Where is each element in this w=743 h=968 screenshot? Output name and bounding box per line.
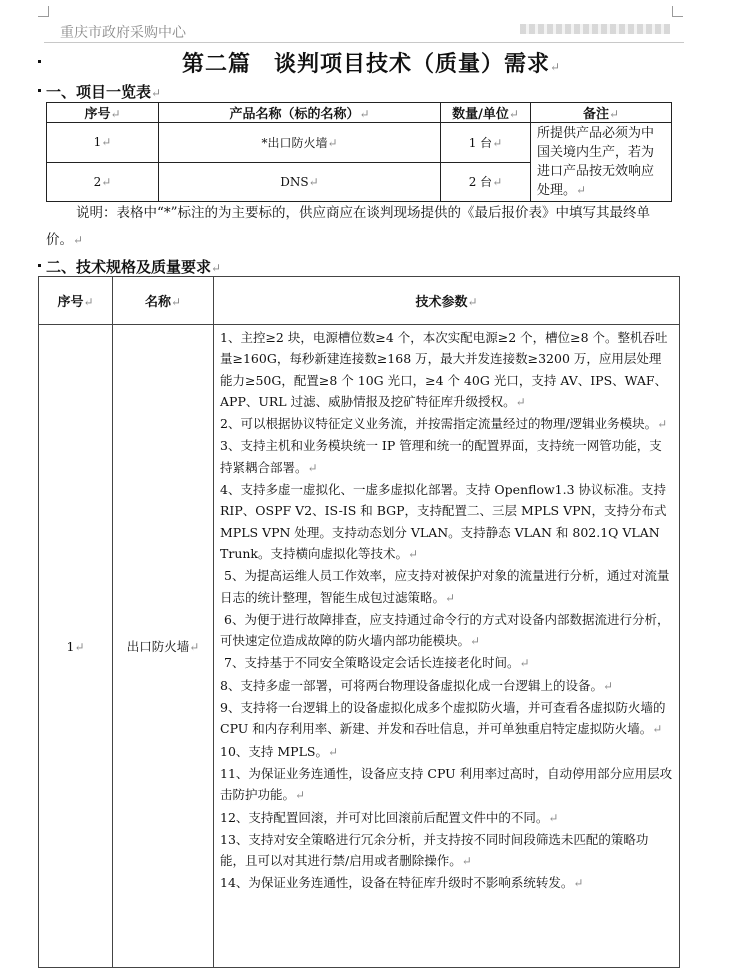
table-row — [39, 325, 680, 968]
param-item: 10、支持 MPLS。↵ — [220, 743, 339, 759]
col-header-product-name: 产品名称（标的名称）↵ — [159, 103, 441, 123]
param-item: 9、支持将一台逻辑上的设备虚拟化成多个虚拟防火墙，并可查看各虚拟防火墙的 CPU 和内存利用率、新建、并发和吞吐信息，并可单独重启特定虚拟防火墙。↵ — [220, 700, 666, 737]
cell-quantity: 1 台↵ — [441, 123, 531, 163]
explanation-paragraph: 说明：表格中“*”标注的为主要标的，供应商应在谈判现场提供的《最后报价表》中填写其最终单价。↵ — [46, 205, 651, 248]
col-header-remarks: 备注↵ — [531, 103, 672, 123]
col-header-name: 名称↵ — [113, 277, 214, 325]
col-header-serial: 序号↵ — [39, 277, 113, 325]
cell-remarks: 所提供产品必须为中国关境内生产，若为进口产品按无效响应处理。↵ — [531, 123, 672, 202]
redacted-header-text — [520, 24, 670, 34]
table-header-row — [47, 103, 672, 123]
param-item: 7、支持基于不同安全策略设定会话长连接老化时间。↵ — [224, 655, 530, 671]
param-item: 2、可以根据协议特征定义业务流，并按需指定流量经过的物理/逻辑业务模块。↵ — [220, 416, 668, 432]
table-row — [47, 123, 672, 163]
param-item: 13、支持对安全策略进行冗余分析，并支持按不同时间段筛选未匹配的策略功能，且可以对其进行禁/启用或者删除操作。↵ — [220, 831, 649, 869]
col-header-tech-params: 技术参数↵ — [214, 277, 680, 325]
cell-product-name: *出口防火墙↵ — [159, 123, 441, 163]
param-item: 5、为提高运维人员工作效率，应支持对被保护对象的流量进行分析，通过对流量日志的统计整理，智能生成包过滤策略。↵ — [220, 568, 670, 605]
col-header-serial: 序号↵ — [47, 103, 159, 123]
technical-spec-table — [38, 276, 680, 968]
cell-serial: 1↵ — [39, 325, 113, 968]
param-item: 11、为保证业务连通性，设备应支持 CPU 利用率过高时，自动停用部分应用层攻击防护功能。↵ — [220, 765, 673, 803]
param-item: 3、支持主机和业务模块统一 IP 管理和统一的配置界面，支持统一网管功能，支持紧耦合部署。↵ — [220, 438, 662, 475]
param-item: 14、为保证业务连通性，设备在特征库升级时不影响系统转发。↵ — [220, 875, 584, 891]
section-heading-1: 一、项目一览表↵ — [46, 83, 162, 101]
param-item: 1、主控≥2 块，电源槽位数≥4 个，本次实配电源≥2 个，槽位≥8 个。整机吞吐量≥160G，每秒新建连接数≥168 万，最大并发连接数≥3200 万，应用层处理能力≥50G，配置≥8 个 10G 光口，≥4 个 40G 光口，支持 AV、IPS、WAF、APP、URL 过滤、威胁情报及挖矿特征库升级授权。↵ — [220, 330, 668, 409]
cell-tech-params — [214, 325, 680, 968]
col-header-quantity: 数量/单位↵ — [441, 103, 531, 123]
page-title: 第二篇 谈判项目技术（质量）需求↵ — [181, 51, 562, 77]
page-corner-mark — [672, 6, 683, 17]
param-item: 12、支持配置回滚，并可对比回滚前后配置文件中的不同。↵ — [220, 809, 559, 825]
param-item: 6、为便于进行故障排查，应支持通过命令行的方式对设备内部数据流进行分析，可快速定位造成故障的防火墙内部功能模块。↵ — [220, 611, 670, 649]
header-divider — [44, 42, 684, 43]
cell-serial: 2↵ — [47, 162, 159, 202]
project-overview-table — [46, 102, 672, 202]
paragraph-bullet — [38, 89, 41, 92]
param-item: 4、支持多虚一虚拟化、一虚多虚拟化部署。支持 Openflow1.3 协议标准。支持 RIP、OSPF V2、IS-IS 和 BGP，支持配置二、三层 MPLS VPN，支持分布式 MPLS VPN 处理。支持动态划分 VLAN。支持静态 VLAN 和 802.1Q VLAN Trunk。支持横向虚拟化等技术。↵ — [220, 482, 667, 561]
section-heading-2: 二、技术规格及质量要求↵ — [46, 258, 222, 276]
param-item: 8、支持多虚一部署，可将两台物理设备虚拟化成一台逻辑上的设备。↵ — [220, 677, 614, 693]
paragraph-bullet — [38, 264, 41, 267]
table-header-row — [39, 277, 680, 325]
page-corner-mark — [38, 6, 49, 17]
cell-product-name: DNS↵ — [159, 162, 441, 202]
cell-quantity: 2 台↵ — [441, 162, 531, 202]
cell-name: 出口防火墙↵ — [113, 325, 214, 968]
cell-serial: 1↵ — [47, 123, 159, 163]
header-organization: 重庆市政府采购中心 — [60, 25, 186, 41]
